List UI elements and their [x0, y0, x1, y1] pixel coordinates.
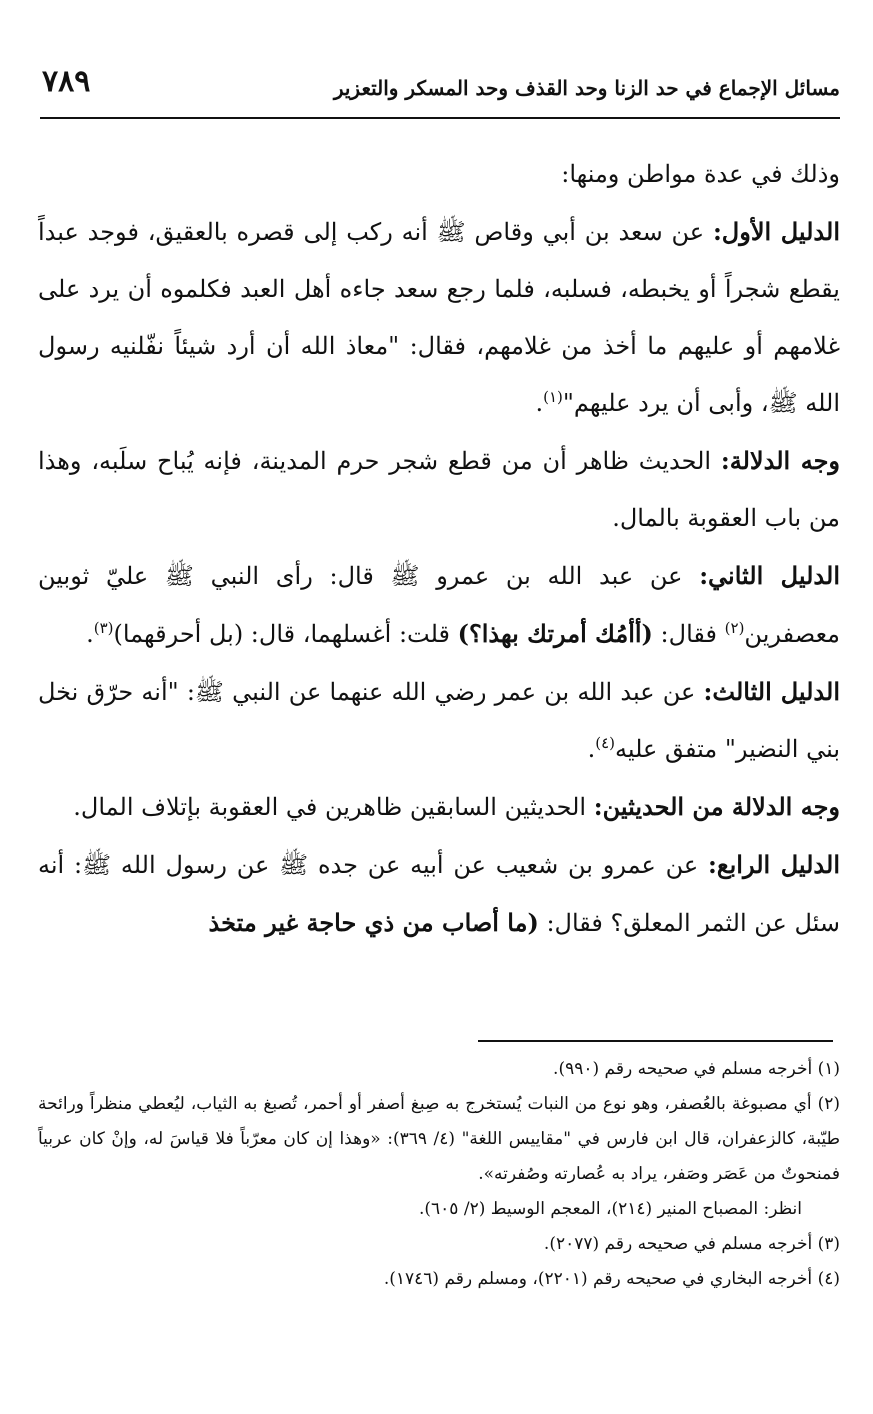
evidence-3-paragraph [38, 663, 840, 778]
footnote-ref-3: (٣) [93, 619, 114, 637]
footnote-number: (٤) [817, 1269, 840, 1289]
intro-paragraph: وذلك في عدة مواطن ومنها: [561, 160, 840, 188]
evidence-2-text-b: فقال: [652, 620, 725, 648]
running-title: مسائل الإجماع في حد الزنا وحد القذف وحد المسكر والتعزير [333, 76, 840, 100]
evidence-4-text: عن عمرو بن شعيب عن أبيه عن جده ﷺ عن رسول الله ﷺ: أنه سئل عن الثمر المعلق؟ فقال: [38, 851, 840, 937]
evidence-2-end: . [86, 620, 94, 648]
page-header [40, 62, 840, 108]
evidence-2-text-c: قلت: أغسلهما، قال: (بل أحرقهما) [113, 620, 458, 648]
footnote-continuation [38, 1192, 840, 1227]
footnote-ref-4: (٤) [595, 734, 615, 752]
main-text [38, 146, 840, 952]
evidence-2-heading: الدليل الثاني: [699, 561, 840, 590]
hadith-quote: (أأمُك أمرتك بهذا؟) [457, 619, 653, 648]
inference-2-heading: وجه الدلالة من الحديثين: [593, 792, 840, 821]
hadith-quote-2: (ما أصاب من ذي حاجة غير متخذ [208, 908, 539, 937]
inference-1-heading: وجه الدلالة: [720, 446, 841, 475]
evidence-3-text: عن عبد الله بن عمر رضي الله عنهما عن النبي ﷺ: "أنه حرّق نخل بني النضير" متفق عليه [38, 678, 840, 763]
inference-2-text: الحديثين السابقين ظاهرين في العقوبة بإتلاف المال. [73, 793, 594, 821]
footnote-item [38, 1227, 840, 1262]
inference-1-text: الحديث ظاهر أن من قطع شجر حرم المدينة، فإنه يُباح سلَبه، وهذا من باب العقوبة بالمال. [38, 447, 840, 532]
footnote-item [38, 1087, 840, 1192]
evidence-3-heading: الدليل الثالث: [703, 677, 841, 706]
footnote-divider [478, 1040, 833, 1042]
footnote-text: أخرجه مسلم في صحيحه رقم (٢٠٧٧). [543, 1234, 818, 1254]
footnote-text: أخرجه البخاري في صحيحه رقم (٢٢٠١)، ومسلم رقم (١٧٤٦). [383, 1269, 818, 1289]
evidence-2-text: عن عبد الله بن عمرو ﷺ قال: رأى النبي ﷺ عليّ ثوبين معصفرين [38, 562, 840, 648]
footnote-item [38, 1052, 840, 1087]
evidence-4-heading: الدليل الرابع: [707, 850, 840, 879]
evidence-1-heading: الدليل الأول: [712, 217, 841, 246]
inference-1-paragraph [38, 432, 840, 547]
footnote-text: أخرجه مسلم في صحيحه رقم (٩٩٠). [553, 1059, 818, 1079]
evidence-1-end: . [535, 389, 544, 417]
footnote-ref-1: (١) [543, 388, 563, 406]
footnotes [38, 1052, 840, 1297]
evidence-4-paragraph [38, 836, 840, 952]
evidence-3-end: . [587, 735, 596, 763]
footnote-number: (٣) [817, 1234, 840, 1254]
evidence-1-text: عن سعد بن أبي وقاص ﷺ أنه ركب إلى قصره بالعقيق، فوجد عبداً يقطع شجراً أو يخبطه، فسلبه، فلما رجع سعد جاءه أهل العبد فكلموه أن يرد على غلامهم أو عليهم ما أخذ من غلامهم، فقال: "معاذ الله أن أرد شيئاً نفّلنيه رسول الله ﷺ، وأبى أن يرد عليهم" [38, 218, 841, 417]
footnote-ref-2: (٢) [724, 619, 745, 637]
footnote-number: (١) [817, 1059, 840, 1079]
inference-2-paragraph [38, 778, 840, 836]
evidence-2-paragraph [38, 547, 840, 663]
header-divider [40, 117, 840, 119]
footnote-text: انظر: المصباح المنير (٢١٤)، المعجم الوسيط (٢/ ٦٠٥). [418, 1199, 802, 1219]
evidence-1-paragraph [38, 203, 840, 432]
footnote-item [38, 1262, 840, 1297]
page-number: ٧٨٩ [42, 64, 91, 99]
footnote-text: أي مصبوغة بالعُصفر، وهو نوع من النبات يُستخرج به صِبغ أصفر أو أحمر، تُصبغ به الثياب، ليُعطي منظراً ورائحة طيّبة، كالزعفران، قال ابن فارس في "مقاييس اللغة" (٤/ ٣٦٩): «وهذا إن كان معرّباً فلا قياسَ له، وإنْ كان عربياً فمنحوتٌ من عَصَر وصَفر، يراد به عُصارته وصُفرته». [38, 1094, 840, 1184]
footnote-number: (٢) [817, 1094, 840, 1114]
